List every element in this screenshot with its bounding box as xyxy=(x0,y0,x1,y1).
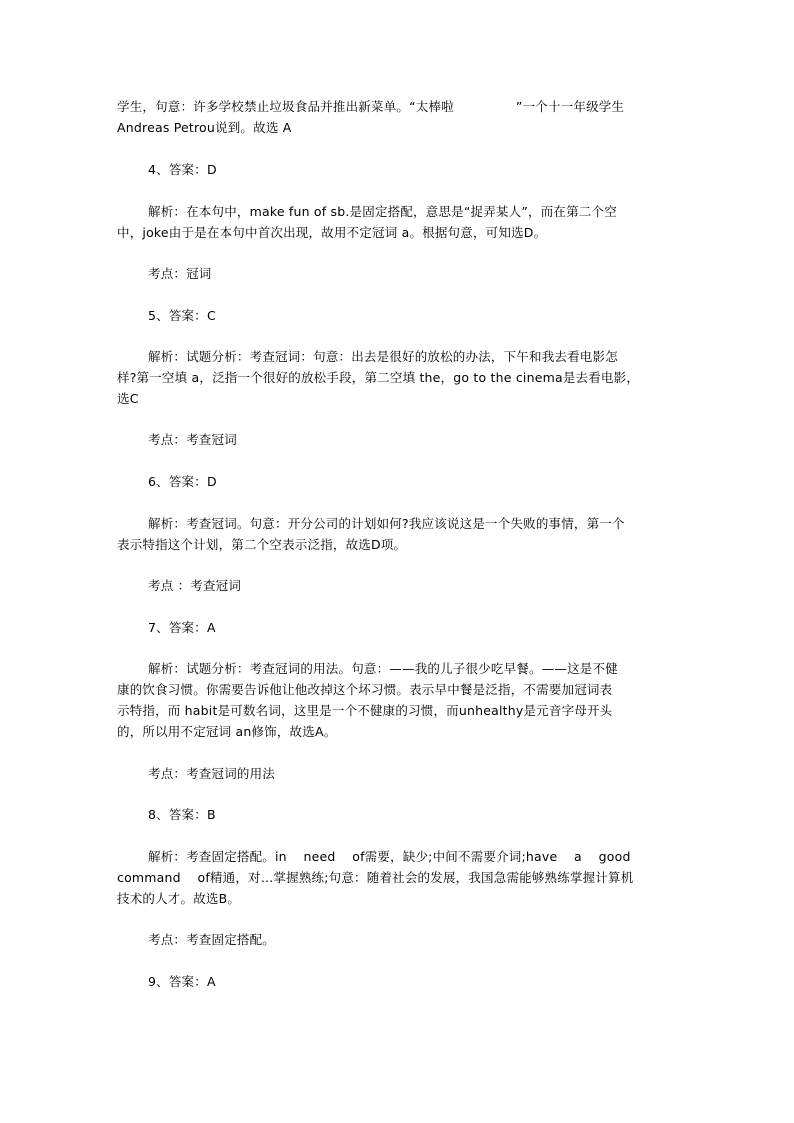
intro-line-1 xyxy=(117,96,677,117)
q5-analysis-line-3: 选C xyxy=(117,391,139,406)
q6-analysis-line-2: 表示特指这个计划，第二个空表示泛指，故选D项。 xyxy=(117,537,407,552)
q5-analysis xyxy=(117,346,677,409)
q8-analysis-line-1: 解析：考查固定搭配。in need of需要，缺少;中间不需要介词;have a good xyxy=(148,849,631,864)
q5-answer: 5、答案：C xyxy=(148,308,216,323)
q9-answer: 9、答案：A xyxy=(148,974,216,989)
q4-analysis xyxy=(117,201,677,243)
q8-analysis-line-3: 技术的人才。故选B。 xyxy=(117,891,241,906)
q6-point: 考点 ：考查冠词 xyxy=(148,578,242,593)
q6-answer: 6、答案：D xyxy=(148,474,217,489)
q6-analysis xyxy=(117,513,677,555)
q7-analysis-line-2: 康的饮食习惯。你需要告诉他让他改掉这个坏习惯。表示早中餐是泛指，不需要加冠词表 xyxy=(117,682,613,697)
intro-line-2: Andreas Petrou说到。故选 A xyxy=(117,120,292,135)
q7-analysis-line-3: 示特指，而 habit是可数名词，这里是一个不健康的习惯，而unhealthy是元音字母开头 xyxy=(117,703,613,718)
q8-answer: 8、答案：B xyxy=(148,807,216,822)
q7-analysis-line-1: 解析：试题分析：考查冠词的用法。句意：——我的儿子很少吃早餐。——这是不健 xyxy=(148,661,618,676)
intro-line-1-part-a: 学生，句意：许多学校禁止垃圾食品并推出新菜单。“太棒啦 xyxy=(117,99,454,114)
intro-paragraph xyxy=(117,96,677,138)
intro-line-1-part-b: ”一个十一年级学生 xyxy=(515,99,625,114)
q4-analysis-line-1: 解析：在本句中，make fun of sb.是固定搭配，意思是“捉弄某人”，而在第二个空 xyxy=(148,204,617,219)
q4-answer: 4、答案：D xyxy=(148,162,217,177)
q5-point: 考点：考查冠词 xyxy=(148,432,237,447)
q6-analysis-line-1: 解析：考查冠词。句意：开分公司的计划如何?我应该说这是一个失败的事情，第一个 xyxy=(148,516,625,531)
q8-point: 考点：考查固定搭配。 xyxy=(148,932,276,947)
q5-analysis-line-2: 样?第一空填 a，泛指一个很好的放松手段，第二空填 the，go to the cinema是去看电影， xyxy=(117,370,640,385)
q7-analysis xyxy=(117,658,677,742)
q8-analysis xyxy=(117,846,677,909)
q8-analysis-line-2: command of精通，对…掌握熟练;句意：随着社会的发展，我国急需能够熟练掌握计算机 xyxy=(117,870,634,885)
q7-analysis-line-4: 的，所以用不定冠词 an修饰，故选A。 xyxy=(117,724,337,739)
q5-analysis-line-1: 解析：试题分析：考查冠词：句意：出去是很好的放松的办法，下午和我去看电影怎 xyxy=(148,349,618,364)
q7-answer: 7、答案：A xyxy=(148,620,216,635)
q4-analysis-line-2: 中，joke由于是在本句中首次出现，故用不定冠词 a。根据句意，可知选D。 xyxy=(117,225,547,240)
q4-point: 考点：冠词 xyxy=(148,266,212,281)
q7-point: 考点：考查冠词的用法 xyxy=(148,766,276,781)
